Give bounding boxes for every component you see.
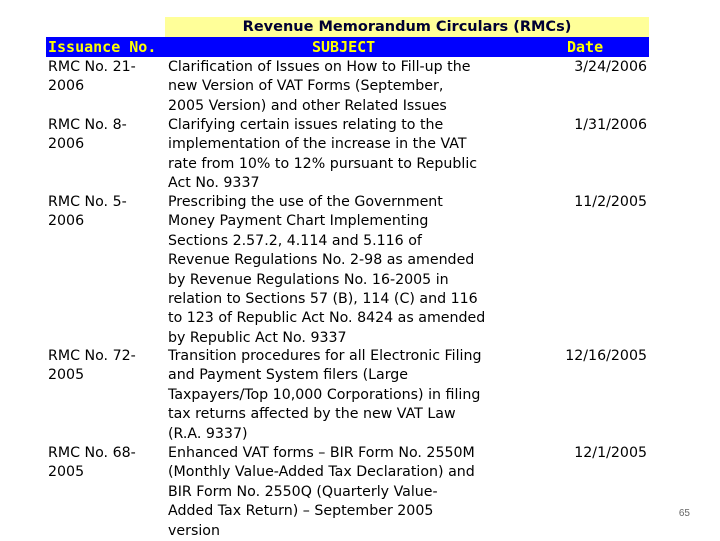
date-cell: 3/24/2006: [574, 59, 647, 75]
header-issuance-no: Issuance No.: [48, 38, 157, 56]
subject-line: implementation of the increase in the VAT: [168, 136, 467, 153]
subject-cell: [168, 116, 538, 194]
header-subject: SUBJECT: [312, 38, 376, 56]
subject-cell: [168, 193, 538, 348]
subject-line: Enhanced VAT forms – BIR Form No. 2550M: [168, 445, 475, 461]
subject-line: version: [168, 522, 220, 539]
header-date: Date: [567, 38, 604, 56]
date-cell: 11/2/2005: [574, 194, 647, 210]
date-cell: 12/1/2005: [574, 445, 647, 461]
subject-line: Taxpayers/Top 10,000 Corporations) in filing: [168, 386, 481, 403]
date-cell: 12/16/2005: [565, 348, 647, 364]
subject-line: Revenue Regulations No. 2-98 as amended: [168, 252, 475, 269]
subject-line: (R.A. 9337): [168, 425, 248, 442]
subject-line: (Monthly Value-Added Tax Declaration) and: [168, 464, 475, 481]
subject-cell: [168, 58, 538, 116]
subject-cell: [168, 444, 538, 541]
subject-line: Added Tax Return) – September 2005: [168, 503, 434, 520]
date-cell: 1/31/2006: [574, 117, 647, 133]
subject-line: Money Payment Chart Implementing: [168, 213, 429, 230]
issuance-no-cell: RMC No. 8- 2006: [48, 117, 127, 153]
subject-line: by Republic Act No. 9337: [168, 329, 347, 346]
subject-line: Transition procedures for all Electronic Filing: [168, 348, 482, 364]
table-header: [46, 37, 649, 57]
issuance-no-cell: RMC No. 72- 2005: [48, 348, 136, 384]
issuance-no-cell: RMC No. 5- 2006: [48, 194, 127, 230]
subject-line: new Version of VAT Forms (September,: [168, 78, 444, 95]
subject-line: Sections 2.57.2, 4.114 and 5.116 of: [168, 232, 422, 249]
subject-line: rate from 10% to 12% pursuant to Republic: [168, 155, 478, 172]
subject-line: Clarification of Issues on How to Fill-up the: [168, 59, 471, 75]
table-title: Revenue Memorandum Circulars (RMCs): [165, 17, 649, 37]
subject-cell: [168, 347, 538, 444]
subject-line: Clarifying certain issues relating to the: [168, 117, 444, 133]
subject-line: Act No. 9337: [168, 175, 260, 192]
issuance-no-cell: RMC No. 68- 2005: [48, 445, 136, 481]
subject-line: BIR Form No. 2550Q (Quarterly Value-: [168, 483, 438, 500]
subject-line: tax returns affected by the new VAT Law: [168, 406, 456, 423]
subject-line: relation to Sections 57 (B), 114 (C) and 116: [168, 291, 478, 308]
issuance-no-cell: RMC No. 21- 2006: [48, 59, 136, 95]
subject-line: by Revenue Regulations No. 16-2005 in: [168, 271, 449, 288]
page-number: 65: [678, 508, 690, 519]
subject-line: Prescribing the use of the Government: [168, 194, 443, 210]
subject-line: to 123 of Republic Act No. 8424 as amended: [168, 310, 486, 327]
subject-line: 2005 Version) and other Related Issues: [168, 97, 447, 114]
subject-line: and Payment System filers (Large: [168, 367, 409, 384]
